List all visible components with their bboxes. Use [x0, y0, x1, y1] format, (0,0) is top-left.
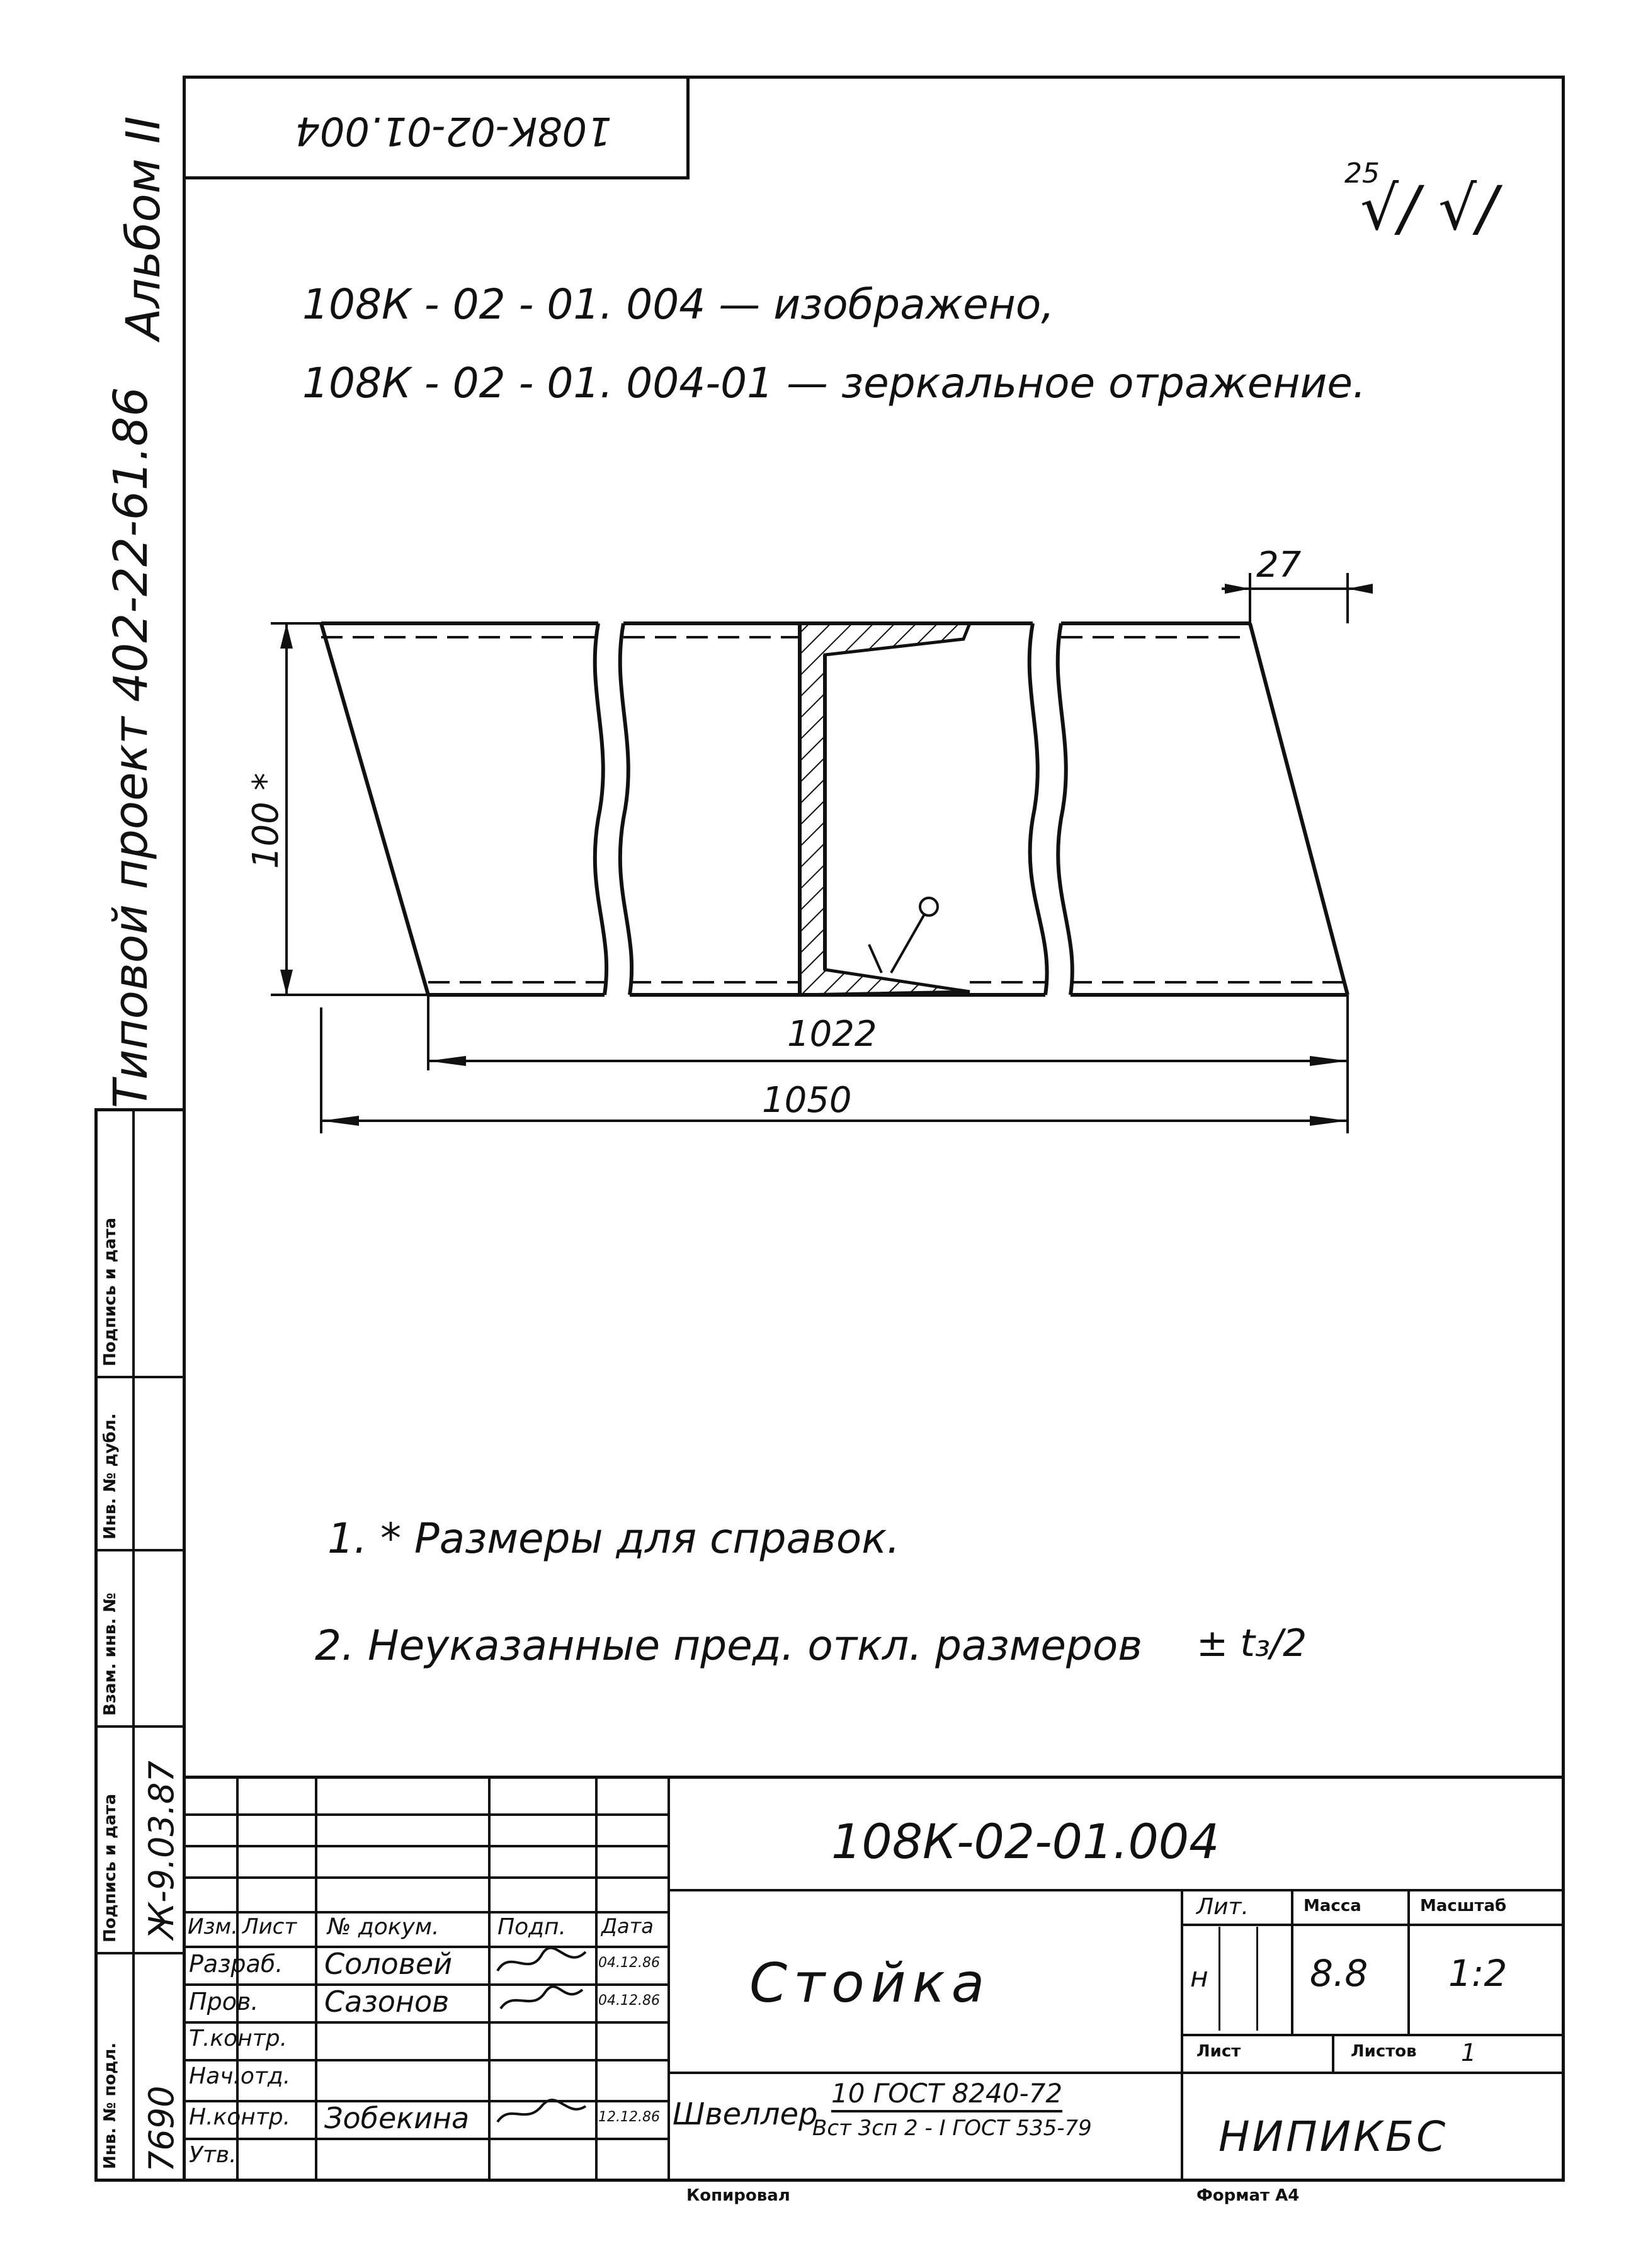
header-line-1: 108К - 02 - 01. 004 — изображено,: [302, 280, 1055, 329]
roughness-marks: √/ √/: [1360, 173, 1497, 244]
sidebar-label-replace-inv: Взам. инв. №: [101, 1592, 120, 1716]
row-name-checked: Сазонов: [324, 1985, 450, 2019]
footer-format: Формат А4: [1196, 2186, 1300, 2205]
mass-value: 8.8: [1310, 1952, 1368, 1995]
note-1: 1. * Размеры для справок.: [327, 1514, 900, 1563]
material-label: Швеллер: [673, 2097, 818, 2132]
material-top: 10 ГОСТ 8240-72: [831, 2078, 1062, 2112]
sidebar-label-sign-date-2: Подпись и дата: [101, 1793, 120, 1942]
col-list: Лист: [242, 1914, 297, 1939]
row-role-checked: Пров.: [189, 1988, 259, 2016]
row-name-developed: Соловей: [324, 1947, 453, 1981]
row-date-developed: 04.12.86: [598, 1955, 660, 1971]
row-date-checked: 04.12.86: [598, 1993, 660, 2009]
note-2-tolerance: ± t₃/2: [1196, 1621, 1307, 1665]
col-doc: № докум.: [327, 1914, 440, 1940]
col-sign: Подп.: [497, 1914, 566, 1940]
row-role-approved: Утв.: [189, 2142, 237, 2168]
sidebar-sign-value: Ж-9.03.87: [142, 1761, 181, 1939]
title-code: 108К-02-01.004: [831, 1813, 1220, 1869]
scale-value: 1:2: [1448, 1952, 1508, 1995]
sidebar-label-dup-inv: Инв. № дубл.: [101, 1413, 120, 1539]
sheet-label: Лист: [1196, 2042, 1241, 2061]
material-bottom: Вст 3сп 2 - I ГОСТ 535-79: [812, 2116, 1092, 2141]
top-code-text: 108К-02-01.004: [295, 108, 612, 154]
dim-height: 100 *: [246, 773, 287, 869]
lit-label: Лит.: [1196, 1894, 1249, 1920]
col-date: Дата: [601, 1914, 654, 1938]
dim-inner: 1022: [787, 1014, 877, 1055]
row-role-tcontrol: Т.контр.: [189, 2026, 288, 2051]
row-name-ncontrol: Зобекина: [324, 2101, 470, 2135]
album-label: Альбом II: [116, 116, 171, 340]
roughness-base: 25: [1344, 157, 1380, 190]
sheets-label: Листов: [1351, 2042, 1417, 2061]
sidebar-label-inv-orig: Инв. № подл.: [101, 2042, 120, 2169]
footer-copied: Копировал: [686, 2186, 790, 2205]
note-2: 2. Неуказанные пред. откл. размеров: [315, 1621, 1143, 1670]
row-role-head: Нач.отд.: [189, 2063, 291, 2089]
dim-top: 27: [1256, 545, 1302, 586]
scale-label: Масштаб: [1420, 1897, 1507, 1915]
organization: НИПИКБС: [1218, 2112, 1448, 2161]
sidebar-inv-value: 7690: [142, 2085, 181, 2172]
part-name: Стойка: [749, 1952, 991, 2015]
row-role-ncontrol: Н.контр.: [189, 2104, 291, 2130]
project-label: Типовой проект 402-22-61.86: [104, 387, 158, 1108]
sheets-value: 1: [1461, 2039, 1477, 2067]
header-line-2: 108К - 02 - 01. 004-01 — зеркальное отражение.: [302, 359, 1366, 407]
dim-overall: 1050: [762, 1080, 852, 1121]
col-izm: Изм.: [188, 1914, 238, 1939]
sidebar-label-sign-date: Подпись и дата: [101, 1217, 120, 1366]
mass-label: Масса: [1304, 1897, 1361, 1915]
lit-value: н: [1190, 1961, 1208, 1993]
row-role-developed: Разраб.: [189, 1950, 283, 1978]
row-date-ncontrol: 12.12.86: [598, 2109, 660, 2125]
